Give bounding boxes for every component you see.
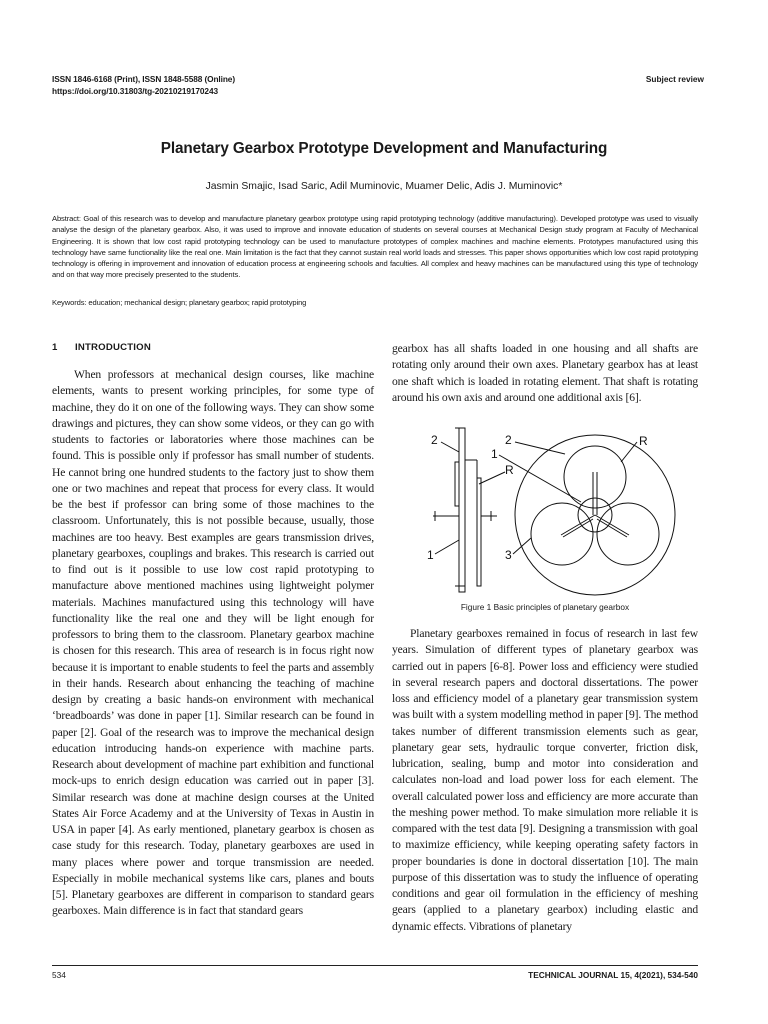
body-text-right-column-bottom: Planetary gearboxes remained in focus of research in last few years. Simulation of different types of planetary gearbox was carried out in papers [6-8]. Power loss and efficiency were studied in several research papers and doctoral dissertations. The power loss and efficiency model of a planetary gear transmission system was built with a system modelling method in paper [9]. The method takes number of different transmission elements such as gear, planetary gear sets, hydraulic torque converter, friction disk, lubrication, sealing, bump and motor into consideration and calculates non-load and load power loss for each element. The overall calculated power loss and efficiency are more accurate than the meshing power method. To make simulation more reliable it is compared with the test data [9]. Designing a transmission with goal to maximize efficiency, while keeping operating safety factors in proper boundaries is done in doctoral dissertation [10]. The main purpose of this dissertation was to study the influence of operating conditions and gear oil formulation in the efficiency of meshing gears (applied to a planetary gearbox) including elastic and dynamic effects. Vibrations of planetary xyxy=(392,627,698,933)
side-view-ring-plate xyxy=(459,428,465,592)
leader-2-side xyxy=(441,442,459,452)
doi-link[interactable]: https://doi.org/10.31803/tg-20210219170243 xyxy=(52,85,218,96)
side-view-sun-gear xyxy=(455,462,459,506)
carrier-arm-left xyxy=(563,519,593,537)
paper-title: Planetary Gearbox Prototype Development and Manufacturing xyxy=(160,140,608,157)
body-text-right-column-top: gearbox has all shafts loaded in one housing and all shafts are rotating only around their own axes. Planetary gearbox has at least one shaft which is loaded in rotating element. That shaft is rotating around his own axis and around one additional axis [6]. xyxy=(392,342,698,404)
section-title: INTRODUCTION xyxy=(75,342,151,353)
figure-caption: Figure 1 Basic principles of planetary gearbox xyxy=(460,602,630,612)
abstract: Abstract: Goal of this research was to develop and manufacture planetary gearbox prototype using rapid prototyping technology (additive manufacturing). Developed prototype was used to visually analyse the design of the planetary gearbox. Also, it was used to improve and innovate education of students on several courses at Mechanical Design study program at Faculty of Mechanical Engineering. It is shown that low cost rapid prototyping technology can be used to manufacture prototypes of complex machines and machine elements. Prototypes manufactured using this technology have same functionality like the real one. Main limitation is the fact that they cannot sustain real world loads and stresses. This paper shows opportunities which low cost rapid prototyping technology is offering in improvement and innovation of education process at engineering schools and faculties. All complex and heavy machines can be manufactured using this type of technology and on that way more precisely presented to the students. xyxy=(52,214,698,280)
label-2-side: 2 xyxy=(431,433,438,447)
planetary-gearbox-diagram xyxy=(415,422,677,600)
label-2-front: 2 xyxy=(505,433,512,447)
leader-3 xyxy=(513,538,531,554)
side-view-carrier xyxy=(477,478,481,586)
label-1-side: 1 xyxy=(427,548,434,562)
page-number: 534 xyxy=(52,970,66,980)
leader-1-side xyxy=(435,540,459,554)
author-list: Jasmin Smajic, Isad Saric, Adil Muminovic, Muamer Delic, Adis J. Muminovic* xyxy=(205,181,563,192)
leader-R-front xyxy=(621,442,637,462)
body-text-left-column: When professors at mechanical design courses, like machine elements, wants to present working principles, for some type of machine, they do it on one of the following ways. They can show some drawings and pictures, they can show some videos, or they can go with students to factories or laboratories where those machines can be found. This is possible only if professor has small number of students. He cannot bring one hundred students to the factory just to show them one or two machines and repeat that process for every class. It would be the best if professor can bring some of those machines to the classroom. Unfortunately, this is not possible because, usually, those machines are too heavy. Best examples are gears transmission drives, planetary gearboxes, couplings and brakes. This research is carried out to find out is it possible to use low cost rapid prototyping to manufacture above mentioned machines using lightweight polymer materials. Machines manufactured using this technology will have functionality like the real one and they will be light enough for professors to bring them to the classroom. Planetary gearbox machine is chosen for this research. This area of research is in focus right now because it is important to enable students to feel the parts and assembly in their hands. Research about enhancing the teaching of machine design by creating a basic hands-on environment with mechanical ‘breadboards’ was done in paper [1]. Similar research can be found in paper [2]. Goal of the research was to improve the mechanical design education introducing hands-on experience with machine parts. Research about development of machine part exhibition and functional mock-ups to enrich design education was carried out in paper [3]. Similar research was done at machine design courses at the United States Air Force Academy and at the University of Texas in Austin in USA in paper [4]. As early mentioned, planetary gearbox is chosen as case study for this research. Today, planetary gearboxes are used in many places where power and torque transmission are needed. Especially in mobile mechanical systems like cars, planes and bouts [5]. Planetary gearboxes are different in comparison to standard gears gearboxes. Main difference is in fact that standard gears xyxy=(52,368,374,918)
section-number: 1 xyxy=(52,342,58,353)
keywords: Keywords: education; mechanical design; planetary gearbox; rapid prototyping xyxy=(52,298,307,307)
label-1-front: 1 xyxy=(491,447,498,461)
journal-citation: TECHNICAL JOURNAL 15, 4(2021), 534-540 xyxy=(528,970,698,980)
planet-gear-top xyxy=(564,446,626,508)
article-type: Subject review xyxy=(645,74,704,84)
label-3: 3 xyxy=(505,548,512,562)
label-R-front: R xyxy=(639,434,648,448)
issn-text: ISSN 1846-6168 (Print), ISSN 1848-5588 (Online) xyxy=(52,74,235,84)
leader-R-side xyxy=(479,472,505,484)
carrier-arm-right xyxy=(597,519,627,537)
label-R-side: R xyxy=(505,463,514,477)
footer-rule xyxy=(52,965,698,966)
issn-block xyxy=(52,74,235,97)
section-heading xyxy=(52,342,151,353)
